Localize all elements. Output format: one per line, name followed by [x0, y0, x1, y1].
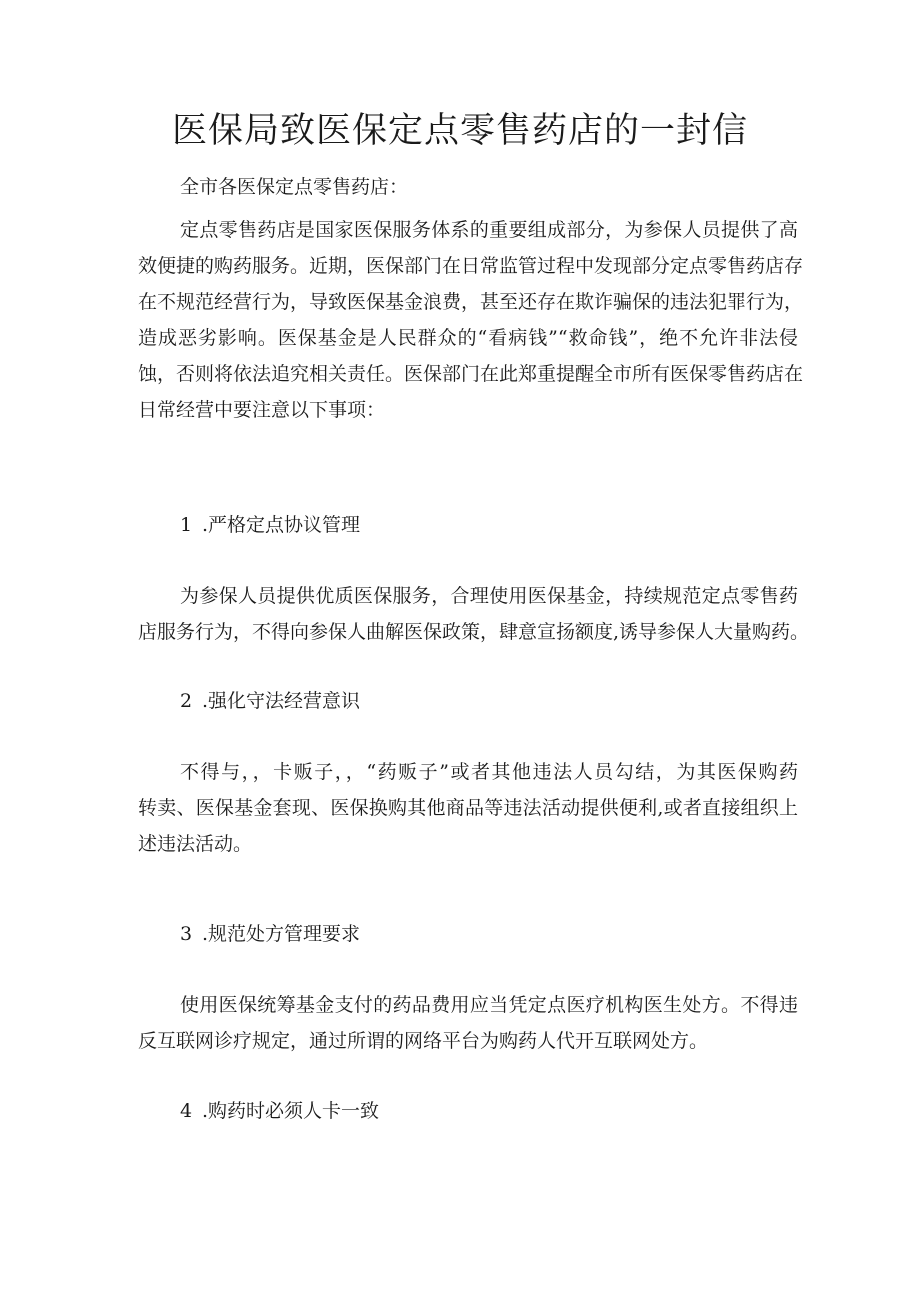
- section-heading-1: [180, 507, 360, 543]
- paragraph-line: 店服务行为，不得向参保人曲解医保政策，肆意宣扬额度,诱导参保人大量购药。: [138, 621, 810, 643]
- paragraph-line: 使用医保统筹基金支付的药品费用应当凭定点医疗机构医生处方。不得违: [180, 994, 798, 1016]
- paragraph-line: 造成恶劣影响。医保基金是人民群众的“看病钱”“救命钱”，绝不允许非法侵: [138, 327, 798, 349]
- section-number: 1: [180, 514, 193, 536]
- section-heading-4: [180, 1093, 379, 1129]
- document-title: 医保局致医保定点零售药店的一封信: [171, 111, 748, 151]
- section-number: 2: [180, 690, 193, 712]
- section-heading-2: [180, 683, 360, 719]
- section-heading-text: .严格定点协议管理: [202, 514, 361, 536]
- paragraph-line: 不得与，，卡贩子，，“药贩子”或者其他违法人员勾结，为其医保购药: [180, 761, 798, 783]
- salutation-line: 全市各医保定点零售药店：: [180, 176, 409, 198]
- section-number: 4: [180, 1100, 193, 1122]
- section-paragraph-2: [138, 754, 798, 862]
- intro-paragraph: [138, 212, 804, 428]
- paragraph-line: 蚀，否则将依法追究相关责任。医保部门在此郑重提醒全市所有医保零售药店在: [138, 363, 804, 385]
- paragraph-line: 定点零售药店是国家医保服务体系的重要组成部分，为参保人员提供了高: [180, 219, 798, 241]
- section-heading-text: .规范处方管理要求: [202, 923, 361, 945]
- paragraph-line: 日常经营中要注意以下事项：: [138, 399, 386, 421]
- paragraph-line: 为参保人员提供优质医保服务，合理使用医保基金，持续规范定点零售药: [180, 585, 798, 607]
- section-paragraph-1: [138, 578, 810, 650]
- paragraph-line: 效便捷的购药服务。近期，医保部门在日常监管过程中发现部分定点零售药店存: [138, 255, 804, 277]
- paragraph-line: 述违法活动。: [138, 833, 253, 855]
- section-heading-3: [180, 916, 360, 952]
- section-heading-text: .强化守法经营意识: [202, 690, 361, 712]
- section-number: 3: [180, 923, 193, 945]
- paragraph-line: 转卖、医保基金套现、医保换购其他商品等违法活动提供便利,或者直接组织上: [138, 797, 798, 819]
- paragraph-line: 在不规范经营行为，导致医保基金浪费，甚至还存在欺诈骗保的违法犯罪行为，: [138, 291, 804, 313]
- paragraph-line: 反互联网诊疗规定，通过所谓的网络平台为购药人代开互联网处方。: [138, 1030, 709, 1052]
- section-paragraph-3: [138, 987, 798, 1059]
- salutation: [138, 169, 798, 205]
- section-heading-text: .购药时必须人卡一致: [202, 1100, 380, 1122]
